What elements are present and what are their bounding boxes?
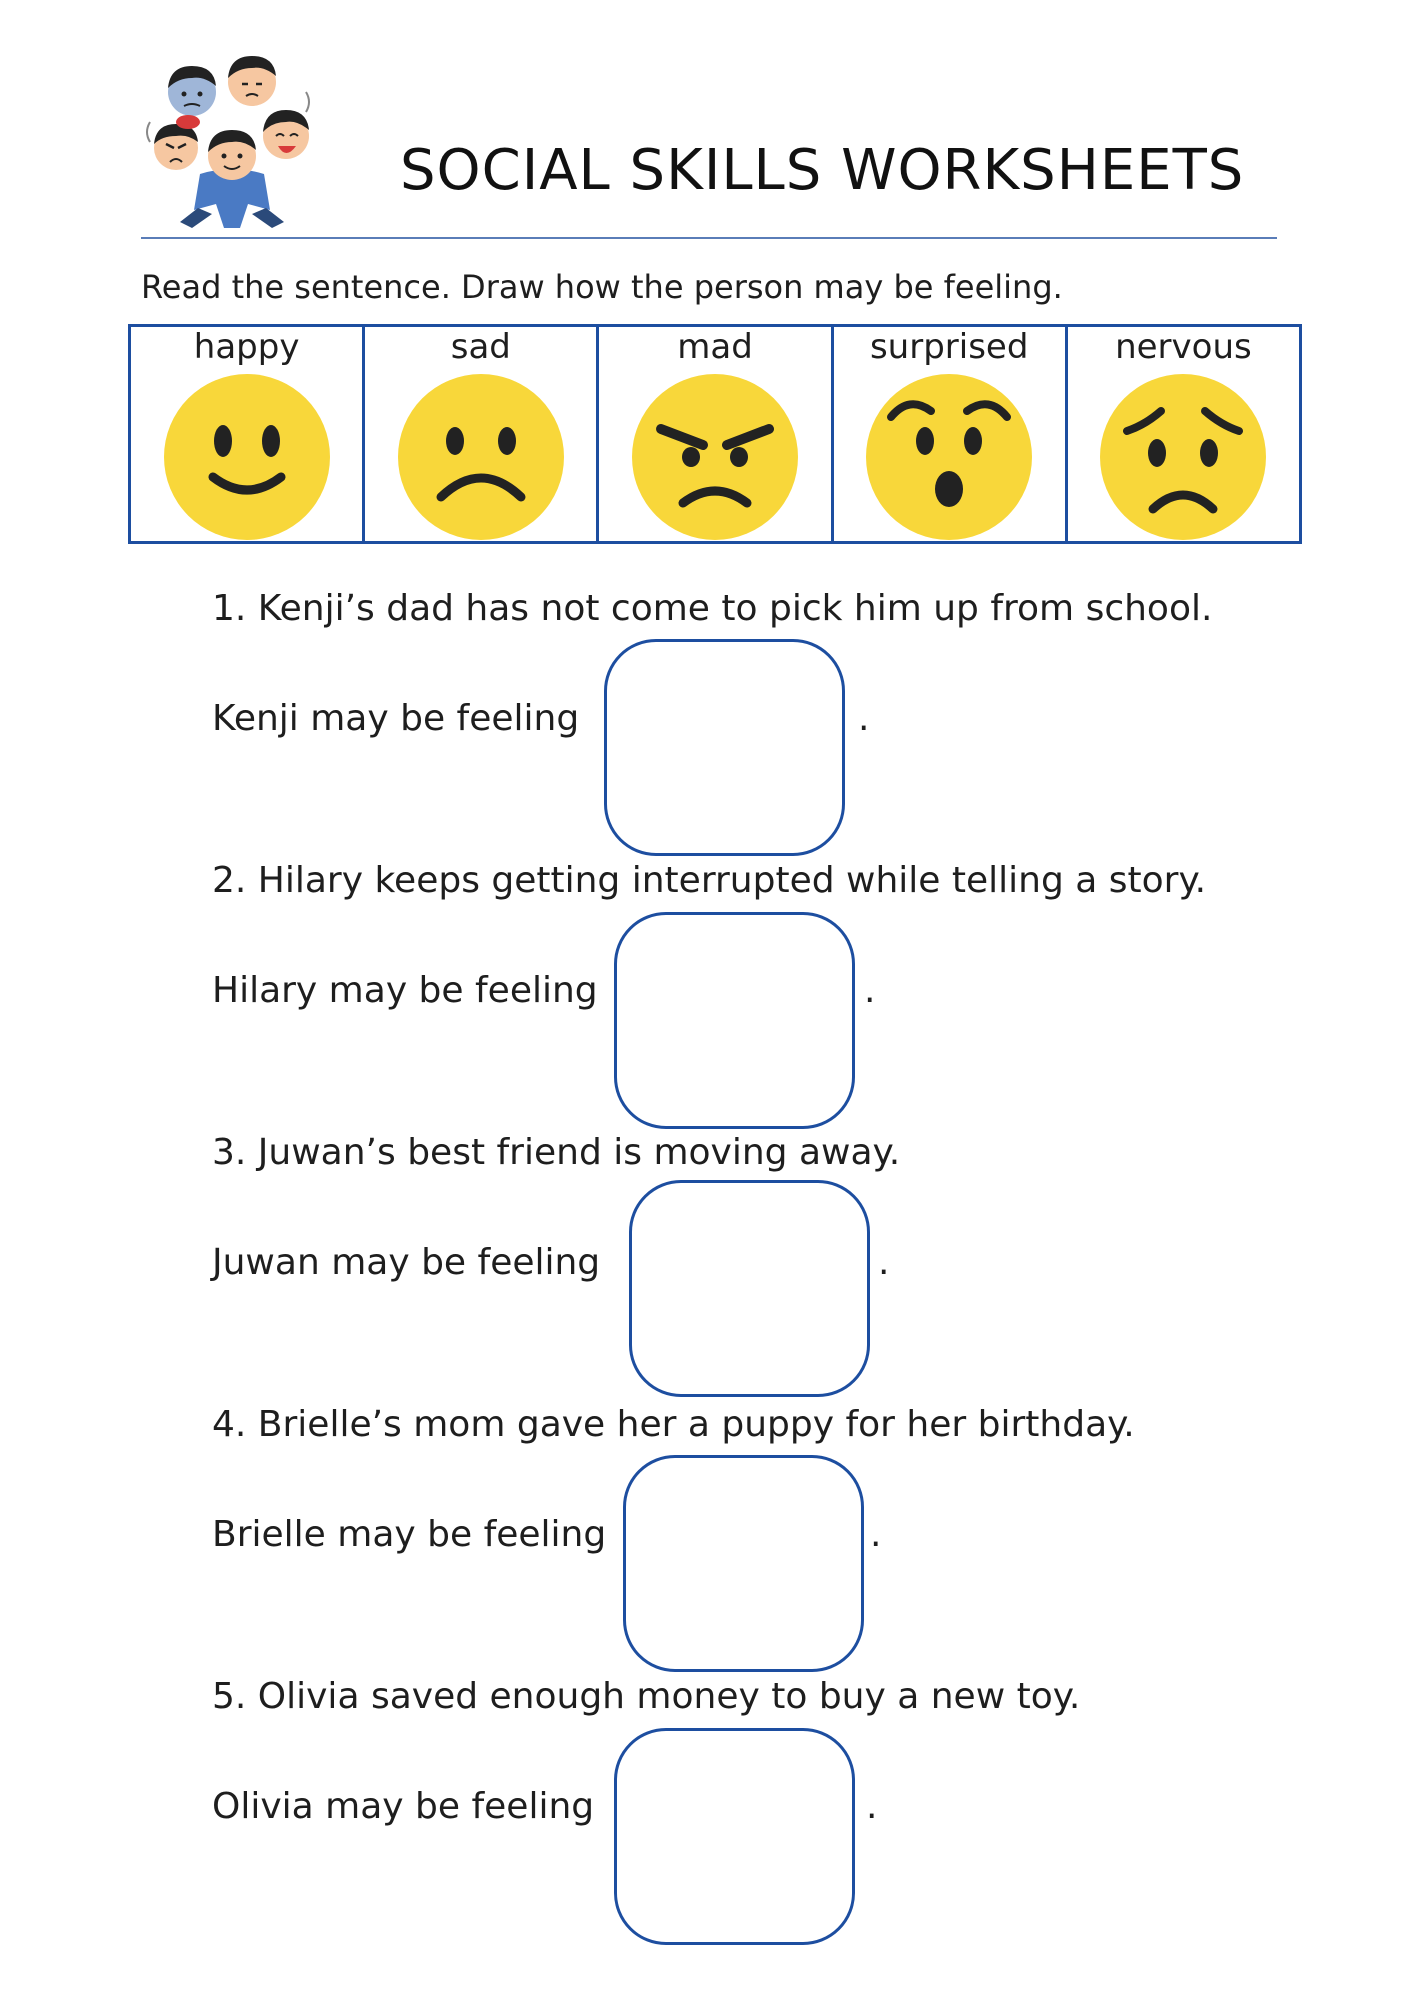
legend-label-sad: sad bbox=[450, 327, 511, 367]
question-5-sentence: 5. Olivia saved enough money to buy a new toy. bbox=[212, 1676, 1081, 1717]
instruction-text: Read the sentence. Draw how the person may be feeling. bbox=[141, 268, 1063, 306]
question-1-sentence: 1. Kenji’s dad has not come to pick him up from school. bbox=[212, 588, 1213, 629]
group-of-kids-icon bbox=[140, 52, 316, 232]
question-2-prompt: Hilary may be feeling bbox=[212, 970, 598, 1011]
question-1-period: . bbox=[858, 698, 870, 739]
question-3-sentence: 3. Juwan’s best friend is moving away. bbox=[212, 1132, 901, 1173]
question-5-period: . bbox=[866, 1786, 878, 1827]
question-4-sentence: 4. Brielle’s mom gave her a puppy for her birthday. bbox=[212, 1404, 1135, 1445]
legend-cell-mad bbox=[599, 327, 833, 541]
emotion-legend bbox=[128, 324, 1302, 544]
header-divider bbox=[141, 237, 1277, 239]
page-title: SOCIAL SKILLS WORKSHEETS bbox=[400, 138, 1245, 203]
sad-face-icon bbox=[397, 373, 565, 541]
question-3-period: . bbox=[878, 1242, 890, 1283]
legend-cell-nervous bbox=[1068, 327, 1299, 541]
question-4-prompt: Brielle may be feeling bbox=[212, 1514, 607, 1555]
question-3-drawing-box[interactable] bbox=[629, 1180, 870, 1397]
question-1-prompt: Kenji may be feeling bbox=[212, 698, 580, 739]
question-4-period: . bbox=[870, 1514, 882, 1555]
question-2-period: . bbox=[864, 970, 876, 1011]
happy-face-icon bbox=[163, 373, 331, 541]
legend-label-surprised: surprised bbox=[869, 327, 1029, 367]
question-3-prompt: Juwan may be feeling bbox=[212, 1242, 601, 1283]
question-2-drawing-box[interactable] bbox=[614, 912, 855, 1129]
nervous-face-icon bbox=[1099, 373, 1267, 541]
question-5-prompt: Olivia may be feeling bbox=[212, 1786, 595, 1827]
question-4-drawing-box[interactable] bbox=[623, 1455, 864, 1672]
question-2-sentence: 2. Hilary keeps getting interrupted while telling a story. bbox=[212, 860, 1207, 901]
legend-label-nervous: nervous bbox=[1115, 327, 1252, 367]
question-1-drawing-box[interactable] bbox=[604, 639, 845, 856]
legend-cell-sad bbox=[365, 327, 599, 541]
legend-label-mad: mad bbox=[677, 327, 753, 367]
surprised-face-icon bbox=[865, 373, 1033, 541]
legend-cell-surprised bbox=[834, 327, 1068, 541]
legend-cell-happy bbox=[131, 327, 365, 541]
question-5-drawing-box[interactable] bbox=[614, 1728, 855, 1945]
legend-label-happy: happy bbox=[193, 327, 300, 367]
angry-face-icon bbox=[631, 373, 799, 541]
